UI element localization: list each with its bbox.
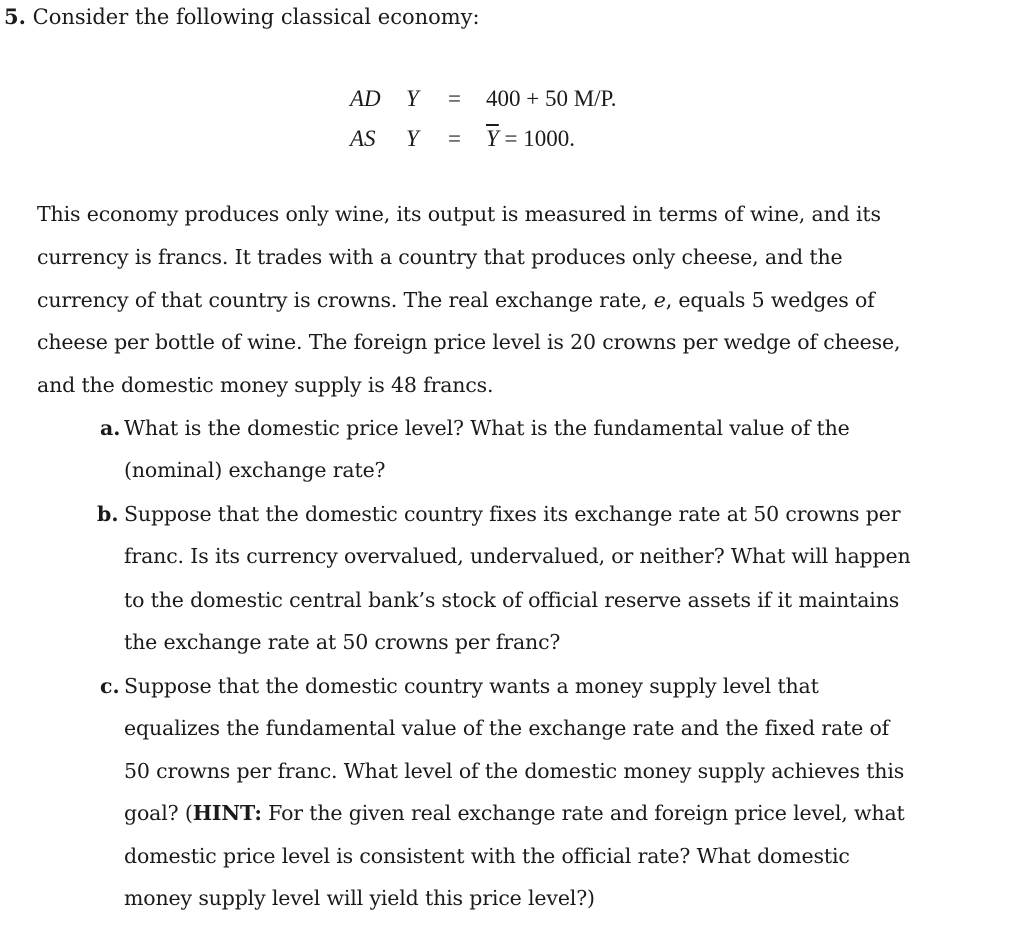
- part-label: c.: [100, 674, 120, 698]
- part-line: to the domestic central bank’s stock of official reserve assets if it maintains: [124, 588, 900, 612]
- part-label: a.: [100, 416, 121, 440]
- part-line: the exchange rate at 50 crowns per franc?: [124, 630, 561, 654]
- part-label: b.: [97, 502, 119, 526]
- part-line: (nominal) exchange rate?: [124, 458, 386, 482]
- part-line: Suppose that the domestic country wants a money supply level that: [124, 674, 819, 698]
- intro-line: cheese per bottle of wine. The foreign price level is 20 crowns per wedge of cheese,: [37, 330, 901, 354]
- eq-rhs: = 1000.: [504, 126, 576, 151]
- part-line: Suppose that the domestic country fixes its exchange rate at 50 crowns per: [124, 502, 901, 526]
- part-line: goal? (HINT: For the given real exchange rate and foreign price level, what: [124, 801, 905, 825]
- y-bar: $\overline{Y}$: [486, 126, 499, 151]
- part-line: equalizes the fundamental value of the exchange rate and the fixed rate of: [124, 716, 890, 740]
- intro-line: This economy produces only wine, its output is measured in terms of wine, and its: [37, 202, 881, 226]
- eq-label: AD: [350, 86, 381, 111]
- eq-lhs: Y: [406, 126, 419, 151]
- problem-title-text: Consider the following classical economy:: [32, 5, 480, 29]
- intro-line: currency is francs. It trades with a country that produces only cheese, and the: [37, 245, 843, 269]
- problem-number: 5.: [4, 4, 26, 29]
- eq-sign: =: [448, 126, 461, 151]
- eq-label: AS: [350, 126, 376, 151]
- eq-rhs: 400 + 50 M/P.: [486, 86, 617, 111]
- intro-line: and the domestic money supply is 48 francs.: [37, 373, 494, 397]
- intro-line: currency of that country is crowns. The real exchange rate, e, equals 5 wedges of: [37, 288, 875, 312]
- eq-sign: =: [448, 86, 461, 111]
- part-line: domestic price level is consistent with the official rate? What domestic: [124, 844, 850, 868]
- eq-lhs: Y: [406, 86, 419, 111]
- part-line: money supply level will yield this price level?): [124, 886, 595, 910]
- part-line: What is the domestic price level? What is the fundamental value of the: [124, 416, 850, 440]
- part-line: 50 crowns per franc. What level of the domestic money supply achieves this: [124, 759, 905, 783]
- problem-title: [4, 4, 480, 29]
- part-line: franc. Is its currency overvalued, undervalued, or neither? What will happen: [124, 544, 911, 568]
